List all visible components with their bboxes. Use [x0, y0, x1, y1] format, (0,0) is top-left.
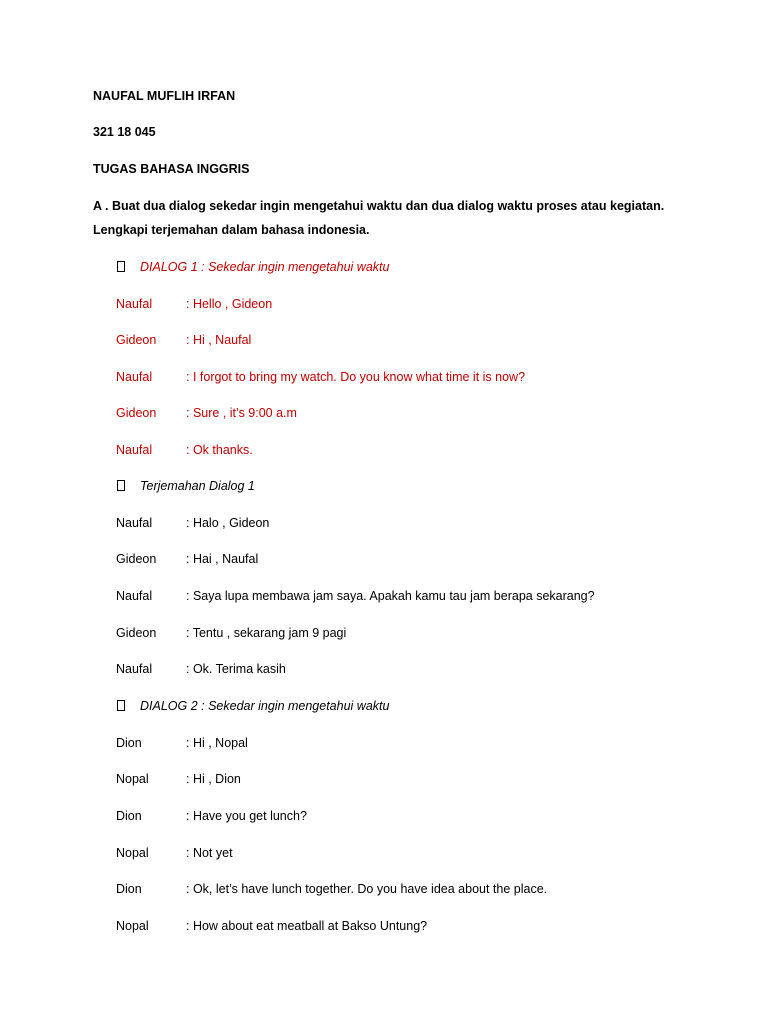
dialog-text: : Tentu , sekarang jam 9 pagi — [186, 626, 347, 640]
speaker-name: Gideon — [116, 333, 157, 347]
speaker-name: Dion — [116, 809, 142, 823]
dialog-line — [116, 551, 258, 567]
dialog-text: : How about eat meatball at Bakso Untung? — [186, 919, 428, 933]
speaker-name: Naufal — [116, 443, 153, 457]
dialog-text: : Ok, let’s have lunch together. Do you have idea about the place. — [186, 882, 548, 896]
speaker-name: Naufal — [116, 516, 153, 530]
speaker-name: Dion — [116, 882, 142, 896]
section-title: Terjemahan Dialog 1 — [140, 479, 255, 493]
dialog-line — [116, 405, 297, 421]
dialog-text: : Sure , it’s 9:00 a.m — [186, 406, 297, 420]
dialog-line — [116, 845, 233, 861]
speaker-name: Nopal — [116, 772, 149, 786]
assignment-title: TUGAS BAHASA INGGRIS — [93, 162, 250, 176]
student-id: 321 18 045 — [93, 125, 156, 139]
dialog-text: : Have you get lunch? — [186, 809, 307, 823]
dialog-text: : Hi , Naufal — [186, 333, 252, 347]
speaker-name: Gideon — [116, 552, 157, 566]
speaker-name: Naufal — [116, 297, 153, 311]
speaker-name: Dion — [116, 736, 142, 750]
speaker-name: Nopal — [116, 846, 149, 860]
speaker-name: Gideon — [116, 626, 157, 640]
dialog-text: : Not yet — [186, 846, 233, 860]
bullet-square-icon — [117, 700, 125, 711]
dialog-line — [116, 369, 525, 385]
dialog-text: : Hai , Naufal — [186, 552, 259, 566]
speaker-name: Naufal — [116, 589, 153, 603]
dialog-text: : Saya lupa membawa jam saya. Apakah kamu tau jam berapa sekarang? — [186, 589, 595, 603]
bullet-square-icon — [117, 480, 125, 491]
dialog-text: : Hi , Dion — [186, 772, 241, 786]
student-name: NAUFAL MUFLIH IRFAN — [93, 89, 236, 103]
dialog-text: : Ok. Terima kasih — [186, 662, 286, 676]
section-title: DIALOG 1 : Sekedar ingin mengetahui waktu — [140, 260, 390, 274]
dialog-text: : Hi , Nopal — [186, 736, 248, 750]
dialog-line — [116, 296, 272, 312]
bullet-square-icon — [117, 261, 125, 272]
section-title: DIALOG 2 : Sekedar ingin mengetahui waktu — [140, 699, 390, 713]
speaker-name: Nopal — [116, 919, 149, 933]
speaker-name: Gideon — [116, 406, 157, 420]
dialog-line — [116, 881, 547, 897]
instruction-line-2: Lengkapi terjemahan dalam bahasa indonesia. — [93, 223, 370, 237]
dialog-text: : Halo , Gideon — [186, 516, 270, 530]
section-heading-dialog-1 — [117, 259, 389, 275]
dialog-line — [116, 515, 269, 531]
speaker-name: Naufal — [116, 662, 153, 676]
dialog-line — [116, 808, 307, 824]
dialog-line — [116, 735, 248, 751]
dialog-text: : Hello , Gideon — [186, 297, 273, 311]
dialog-line — [116, 918, 427, 934]
dialog-line — [116, 442, 253, 458]
dialog-text: : I forgot to bring my watch. Do you know what time it is now? — [186, 370, 526, 384]
speaker-name: Naufal — [116, 370, 153, 384]
section-heading-dialog-2 — [117, 698, 389, 714]
section-heading-translation-1 — [117, 478, 255, 494]
dialog-line — [116, 771, 241, 787]
dialog-line — [116, 661, 286, 677]
dialog-line — [116, 625, 346, 641]
instruction-line-1: A . Buat dua dialog sekedar ingin mengetahui waktu dan dua dialog waktu proses atau kegiatan. — [93, 199, 665, 213]
dialog-text: : Ok thanks. — [186, 443, 253, 457]
dialog-line — [116, 332, 251, 348]
dialog-line — [116, 588, 595, 604]
